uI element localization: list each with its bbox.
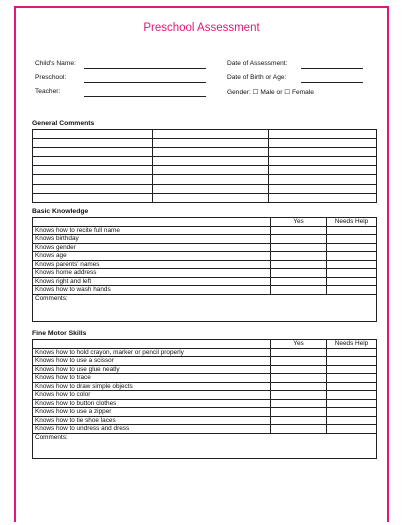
comments-label: Comments: xyxy=(35,294,68,302)
needs-help-cell[interactable] xyxy=(327,260,377,269)
needs-help-cell[interactable] xyxy=(327,382,377,391)
yes-cell[interactable] xyxy=(271,243,327,252)
needs-help-cell[interactable] xyxy=(327,357,377,366)
general-comments-row xyxy=(33,130,377,139)
yes-cell[interactable] xyxy=(271,252,327,261)
skill-label: Knows how to tie shoe laces xyxy=(33,416,271,425)
skill-label: Knows how to button clothes xyxy=(33,399,271,408)
needs-help-cell[interactable] xyxy=(327,365,377,374)
needs-help-cell[interactable] xyxy=(327,269,377,278)
general-comments-row xyxy=(33,166,377,175)
child-name-label: Child's Name: xyxy=(35,60,76,67)
general-comments-table xyxy=(32,129,377,203)
yes-cell[interactable] xyxy=(271,399,327,408)
skill-label: Knows how to hold crayon, marker or pencil properly xyxy=(33,348,271,357)
needs-help-cell[interactable] xyxy=(327,408,377,417)
date-of-birth-field[interactable] xyxy=(301,82,363,83)
comment-cell[interactable] xyxy=(153,157,269,166)
comment-cell[interactable] xyxy=(153,130,269,139)
item-header-cell xyxy=(33,340,271,349)
fine-motor-table xyxy=(32,339,377,459)
comment-cell[interactable] xyxy=(153,175,269,184)
general-comments-row xyxy=(33,193,377,202)
form-title: Preschool Assessment xyxy=(143,22,260,34)
yes-cell[interactable] xyxy=(271,365,327,374)
comment-cell[interactable] xyxy=(33,148,153,157)
general-comments-row xyxy=(33,175,377,184)
general-comments-row xyxy=(33,139,377,148)
needs-help-cell[interactable] xyxy=(327,416,377,425)
needs-help-cell[interactable] xyxy=(327,348,377,357)
yes-cell[interactable] xyxy=(271,235,327,244)
basic-knowledge-comments-row xyxy=(33,294,377,321)
comment-cell[interactable] xyxy=(33,184,153,193)
comments-field[interactable] xyxy=(33,294,377,321)
comment-cell[interactable] xyxy=(269,130,377,139)
skill-row xyxy=(33,277,377,286)
date-of-assessment-label: Date of Assessment: xyxy=(227,60,288,67)
comment-cell[interactable] xyxy=(153,184,269,193)
general-comments-row xyxy=(33,184,377,193)
comment-cell[interactable] xyxy=(33,130,153,139)
yes-cell[interactable] xyxy=(271,269,327,278)
general-comments-row xyxy=(33,157,377,166)
skill-row xyxy=(33,425,377,434)
general-comments-heading: General Comments xyxy=(32,120,95,127)
skill-row xyxy=(33,286,377,295)
needs-help-cell[interactable] xyxy=(327,425,377,434)
needs-help-cell[interactable] xyxy=(327,399,377,408)
needs-help-cell[interactable] xyxy=(327,226,377,235)
date-of-birth-label: Date of Birth or Age: xyxy=(227,74,287,81)
fine-motor-comments-row xyxy=(33,433,377,458)
item-header-cell xyxy=(33,218,271,227)
comments-label: Comments: xyxy=(35,433,68,441)
skill-label: Knows gender xyxy=(33,243,271,252)
skill-row xyxy=(33,408,377,417)
yes-cell[interactable] xyxy=(271,348,327,357)
needs-help-cell[interactable] xyxy=(327,391,377,400)
assessment-form-page xyxy=(14,6,389,522)
preschool-field[interactable] xyxy=(84,82,206,83)
yes-cell[interactable] xyxy=(271,425,327,434)
skill-row xyxy=(33,357,377,366)
teacher-label: Teacher: xyxy=(35,88,61,95)
skill-row xyxy=(33,260,377,269)
skill-label: Knows how to recite full name xyxy=(33,226,271,235)
yes-cell[interactable] xyxy=(271,277,327,286)
yes-cell[interactable] xyxy=(271,357,327,366)
comment-cell[interactable] xyxy=(269,193,377,202)
yes-column-header: Yes xyxy=(271,340,327,349)
comment-cell[interactable] xyxy=(33,157,153,166)
child-name-field[interactable] xyxy=(84,68,206,69)
yes-column-header: Yes xyxy=(271,218,327,227)
needs-help-column-header: Needs Help xyxy=(327,340,377,349)
skill-label: Knows how to use a scissor xyxy=(33,357,271,366)
skill-label: Knows how to wash hands xyxy=(33,286,271,295)
skill-label: Knows how to use glue neatly xyxy=(33,365,271,374)
skill-row xyxy=(33,382,377,391)
needs-help-cell[interactable] xyxy=(327,252,377,261)
skill-row xyxy=(33,365,377,374)
yes-cell[interactable] xyxy=(271,408,327,417)
yes-cell[interactable] xyxy=(271,391,327,400)
comment-cell[interactable] xyxy=(269,166,377,175)
general-comments-row xyxy=(33,148,377,157)
needs-help-cell[interactable] xyxy=(327,374,377,383)
skill-label: Knows how to draw simple objects xyxy=(33,382,271,391)
skill-row xyxy=(33,416,377,425)
skill-label: Knows how to undress and dress xyxy=(33,425,271,434)
needs-help-cell[interactable] xyxy=(327,286,377,295)
skill-label: Knows parents' names xyxy=(33,260,271,269)
gender-selector[interactable]: Gender: ☐ Male or ☐ Female xyxy=(227,89,314,96)
preschool-label: Preschool: xyxy=(35,74,67,81)
basic-knowledge-heading: Basic Knowledge xyxy=(32,208,89,215)
yes-cell[interactable] xyxy=(271,260,327,269)
skill-row xyxy=(33,243,377,252)
yes-cell[interactable] xyxy=(271,374,327,383)
skill-label: Knows how to trace xyxy=(33,374,271,383)
skill-row xyxy=(33,226,377,235)
comment-cell[interactable] xyxy=(153,139,269,148)
basic-knowledge-header-row xyxy=(33,218,377,227)
yes-cell[interactable] xyxy=(271,416,327,425)
comment-cell[interactable] xyxy=(33,175,153,184)
yes-cell[interactable] xyxy=(271,226,327,235)
comment-cell[interactable] xyxy=(269,139,377,148)
comment-cell[interactable] xyxy=(269,184,377,193)
skill-row xyxy=(33,269,377,278)
basic-knowledge-table xyxy=(32,217,377,322)
fine-motor-heading: Fine Motor Skills xyxy=(32,330,87,337)
skill-label: Knows birthday xyxy=(33,235,271,244)
skill-label: Knows right and left xyxy=(33,277,271,286)
skill-label: Knows home address xyxy=(33,269,271,278)
comments-field[interactable] xyxy=(33,433,377,458)
date-of-assessment-field[interactable] xyxy=(301,68,363,69)
skill-row xyxy=(33,348,377,357)
skill-row xyxy=(33,235,377,244)
comment-cell[interactable] xyxy=(153,193,269,202)
yes-cell[interactable] xyxy=(271,382,327,391)
comment-cell[interactable] xyxy=(269,157,377,166)
comment-cell[interactable] xyxy=(153,148,269,157)
skill-label: Knows how to color xyxy=(33,391,271,400)
comment-cell[interactable] xyxy=(33,193,153,202)
teacher-field[interactable] xyxy=(84,96,206,97)
comment-cell[interactable] xyxy=(153,166,269,175)
comment-cell[interactable] xyxy=(33,139,153,148)
skill-row xyxy=(33,252,377,261)
skill-row xyxy=(33,374,377,383)
skill-label: Knows age xyxy=(33,252,271,261)
fine-motor-header-row xyxy=(33,340,377,349)
skill-row xyxy=(33,391,377,400)
needs-help-cell[interactable] xyxy=(327,277,377,286)
comment-cell[interactable] xyxy=(269,148,377,157)
skill-label: Knows how to use a zipper xyxy=(33,408,271,417)
yes-cell[interactable] xyxy=(271,286,327,295)
skill-row xyxy=(33,399,377,408)
needs-help-cell[interactable] xyxy=(327,235,377,244)
comment-cell[interactable] xyxy=(33,166,153,175)
comment-cell[interactable] xyxy=(269,175,377,184)
needs-help-cell[interactable] xyxy=(327,243,377,252)
needs-help-column-header: Needs Help xyxy=(327,218,377,227)
